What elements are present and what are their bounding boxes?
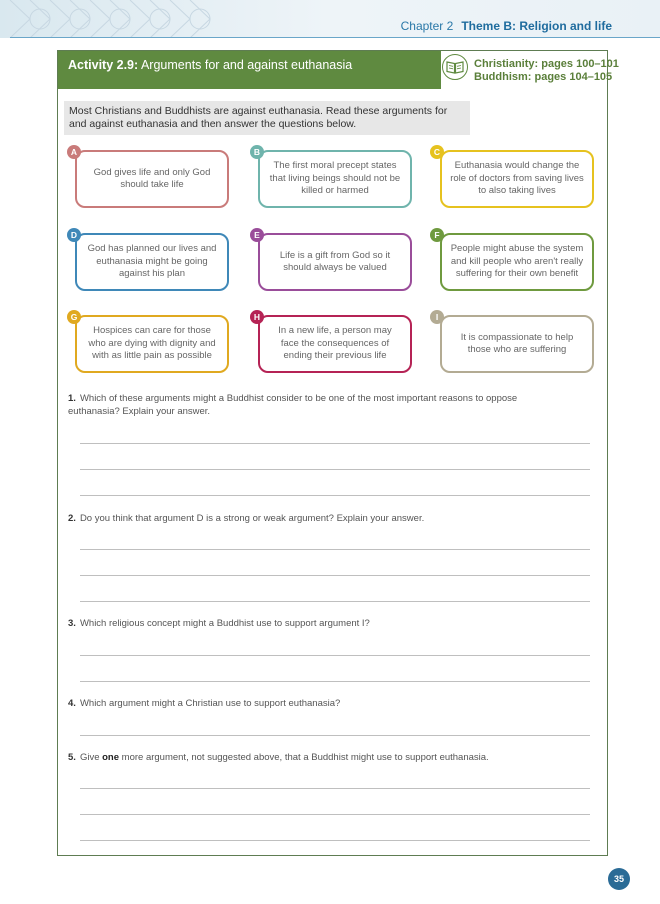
question-text-end: more argument, not suggested above, that a Buddhist might use to support euthanasia. — [121, 752, 489, 763]
argument-card-f — [440, 233, 594, 291]
argument-card-a — [75, 150, 229, 208]
argument-card-h — [258, 315, 412, 373]
activity-label: Activity 2.9: — [68, 58, 139, 72]
buddhism-ref: Buddhism: pages 104–105 — [474, 71, 613, 83]
answer-line[interactable] — [80, 788, 590, 789]
argument-card-g — [75, 315, 229, 373]
answer-line[interactable] — [80, 735, 590, 736]
header-rule — [10, 37, 660, 38]
question-3 — [68, 618, 538, 631]
question-text: Which argument might a Christian use to support euthanasia? — [79, 698, 341, 709]
argument-card-e — [258, 233, 412, 291]
open-book-icon — [442, 54, 468, 80]
argument-card-b — [258, 150, 412, 208]
question-number: 3. — [68, 618, 76, 629]
question-emphasis: one — [102, 752, 120, 763]
page-number: 35 — [608, 868, 630, 890]
answer-line[interactable] — [80, 601, 590, 602]
activity-header — [58, 51, 441, 89]
argument-card-d — [75, 233, 229, 291]
question-number: 2. — [68, 513, 76, 524]
page-references — [474, 58, 619, 84]
answer-line[interactable] — [80, 495, 590, 496]
question-text: Do you think that argument D is a strong or weak argument? Explain your answer. — [79, 513, 425, 524]
question-5 — [68, 752, 538, 765]
card-text: It is compassionate to help those who are suffering — [460, 331, 574, 355]
card-badge-b: B — [250, 145, 264, 159]
question-text: Which religious concept might a Buddhist use to support argument I? — [79, 618, 370, 629]
chapter-heading — [401, 19, 612, 33]
answer-line[interactable] — [80, 814, 590, 815]
card-text: Life is a gift from God so it should always be valued — [279, 249, 391, 273]
christianity-ref: Christianity: pages 100–101 — [474, 58, 619, 70]
card-text: People might abuse the system and kill people who aren't really suffering for their own benefit — [450, 243, 584, 280]
card-text: In a new life, a person may face the consequences of ending their previous life — [278, 325, 392, 362]
activity-title: Arguments for and against euthanasia — [140, 58, 353, 72]
answer-line[interactable] — [80, 840, 590, 841]
card-text: God has planned our lives and euthanasia might be going against his plan — [87, 243, 217, 280]
question-1 — [68, 393, 538, 418]
chapter-label: Chapter 2 — [400, 19, 454, 33]
question-4 — [68, 698, 538, 711]
question-number: 4. — [68, 698, 76, 709]
header-banner — [0, 0, 660, 38]
answer-line[interactable] — [80, 443, 590, 444]
answer-line[interactable] — [80, 469, 590, 470]
card-badge-i: I — [430, 310, 444, 324]
intro-box: Most Christians and Buddhists are against euthanasia. Read these arguments for and against euthanasia and then answer the questions below. — [64, 101, 470, 135]
card-badge-e: E — [250, 228, 264, 242]
question-number: 1. — [68, 393, 76, 404]
question-text-start: Give — [79, 752, 100, 763]
pattern-decoration — [0, 0, 300, 38]
card-badge-g: G — [67, 310, 81, 324]
question-text: Which of these arguments might a Buddhist consider to be one of the most important reasons to oppose euthanasia? Explain your answer. — [68, 393, 518, 417]
card-badge-h: H — [250, 310, 264, 324]
card-text: God gives life and only God should take life — [93, 166, 211, 190]
card-badge-a: A — [67, 145, 81, 159]
answer-line[interactable] — [80, 655, 590, 656]
question-2 — [68, 513, 538, 526]
card-badge-f: F — [430, 228, 444, 242]
argument-card-c — [440, 150, 594, 208]
answer-line[interactable] — [80, 549, 590, 550]
theme-label: Theme B: Religion and life — [461, 19, 612, 33]
card-text: Hospices can care for those who are dying with dignity and with as little pain as possible — [88, 325, 216, 362]
card-text: Euthanasia would change the role of doctors from saving lives to also taking lives — [450, 160, 584, 197]
card-badge-d: D — [67, 228, 81, 242]
answer-line[interactable] — [80, 681, 590, 682]
card-badge-c: C — [430, 145, 444, 159]
question-number: 5. — [68, 752, 76, 763]
card-text: The first moral precept states that living beings should not be killed or harmed — [269, 160, 401, 197]
argument-card-i — [440, 315, 594, 373]
answer-line[interactable] — [80, 575, 590, 576]
